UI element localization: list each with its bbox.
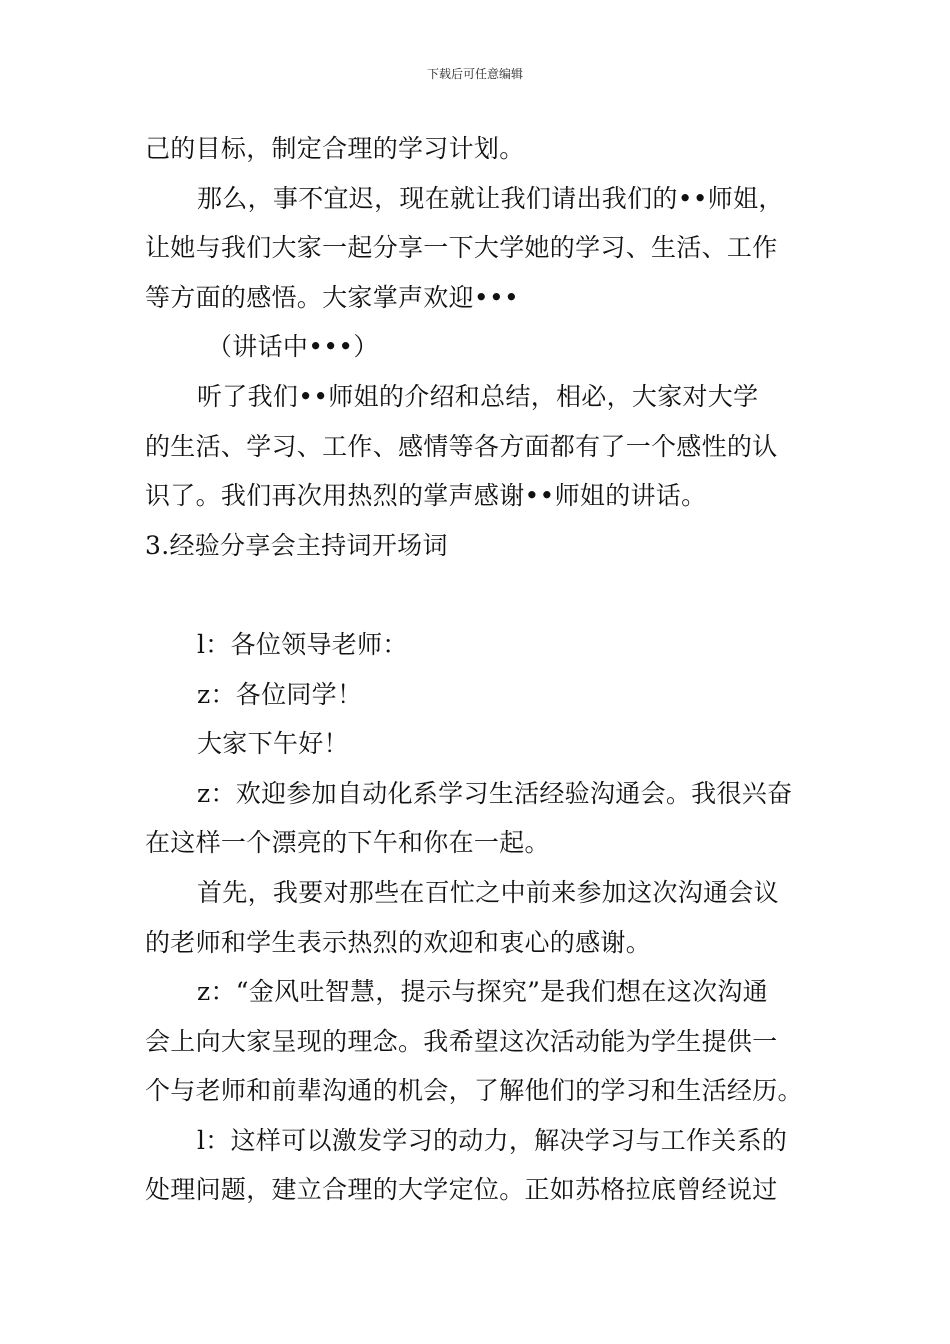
text-line: （讲话中•••） xyxy=(207,332,379,362)
text-line: 个与老师和前辈沟通的机会，了解他们的学习和生活经历。 xyxy=(145,1076,803,1106)
text-line: 的生活、学习、工作、感情等各方面都有了一个感性的认 xyxy=(145,431,778,461)
text-line: 那么，事不宜迟，现在就让我们请出我们的••师姐， xyxy=(197,183,784,213)
text-line: l：这样可以激发学习的动力，解决学习与工作关系的 xyxy=(197,1125,788,1155)
text-line: z：欢迎参加自动化系学习生活经验沟通会。我很兴奋 xyxy=(197,778,793,808)
blank-line xyxy=(145,570,825,620)
text-line: 会上向大家呈现的理念。我希望这次活动能为学生提供一 xyxy=(145,1026,778,1056)
section-heading: 3.经验分享会主持词开场词 xyxy=(145,530,448,560)
text-line: 首先，我要对那些在百忙之中前来参加这次沟通会议 xyxy=(197,877,779,907)
document-body xyxy=(145,124,825,1215)
text-line: 等方面的感悟。大家掌声欢迎••• xyxy=(145,282,520,312)
text-line: 处理问题，建立合理的大学定位。正如苏格拉底曾经说过 xyxy=(145,1175,778,1205)
text-line: 大家下午好！ xyxy=(197,729,349,759)
text-line: 让她与我们大家一起分享一下大学她的学习、生活、工作 xyxy=(145,233,778,263)
text-line: z：各位同学！ xyxy=(197,679,363,709)
text-line: z：“金风吐智慧，提示与探究”是我们想在这次沟通 xyxy=(197,977,768,1007)
text-line: l：各位领导老师： xyxy=(197,629,408,659)
text-line: 识了。我们再次用热烈的掌声感谢••师姐的讲话。 xyxy=(145,481,707,511)
text-line: 己的目标，制定合理的学习计划。 xyxy=(145,134,525,163)
text-line: 在这样一个漂亮的下午和你在一起。 xyxy=(145,828,550,858)
text-line: 的老师和学生表示热烈的欢迎和衷心的感谢。 xyxy=(145,927,652,957)
page-header: 下载后可任意编辑 xyxy=(426,67,523,81)
text-line: 听了我们••师姐的介绍和总结，相必，大家对大学 xyxy=(197,381,759,411)
